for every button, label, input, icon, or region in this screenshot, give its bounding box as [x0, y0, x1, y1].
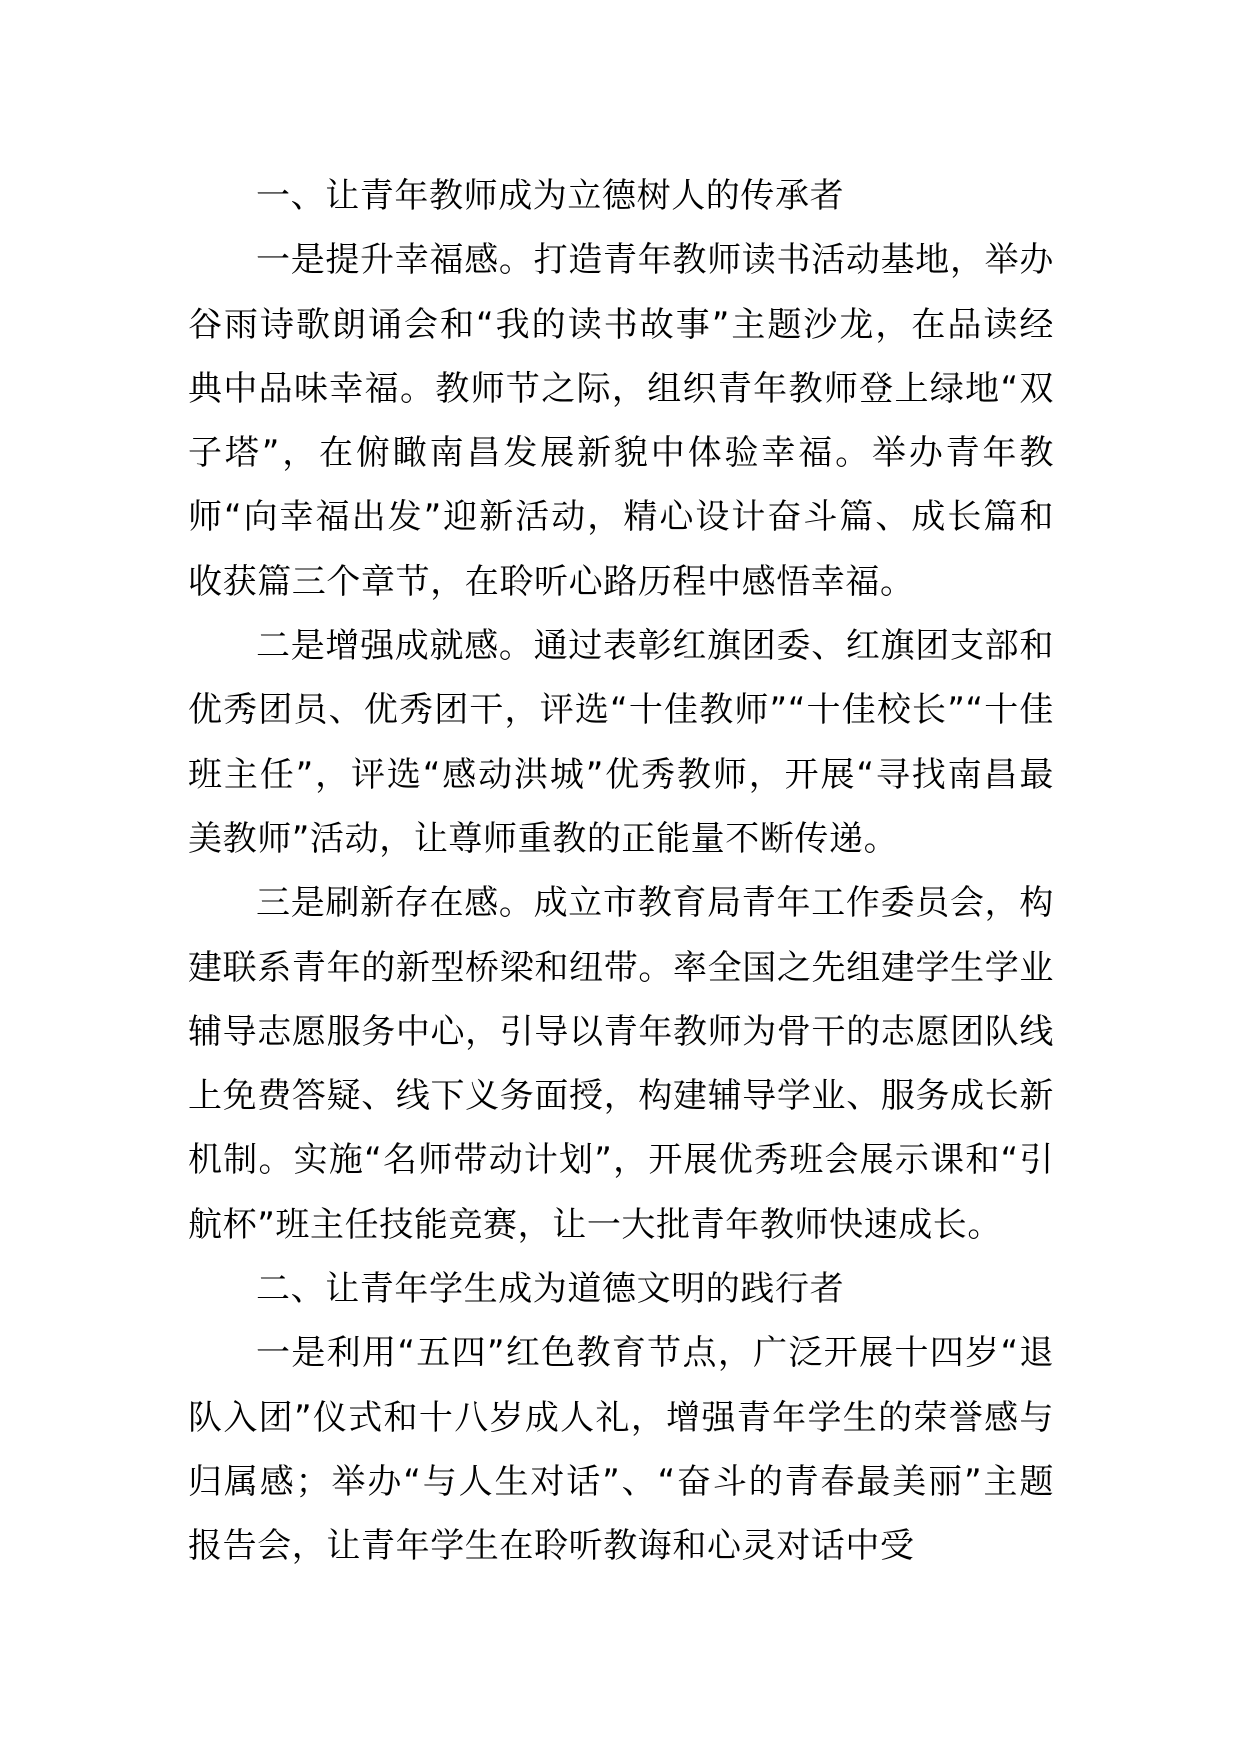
document-body: [188, 164, 1054, 1579]
paragraph-presence: 三是刷新存在感。成立市教育局青年工作委员会，构建联系青年的新型桥梁和纽带。率全国之先组建学生学业辅导志愿服务中心，引导以青年教师为骨干的志愿团队线上免费答疑、线下义务面授，构建辅导学业、服务成长新机制。实施“名师带动计划”，开展优秀班会展示课和“引航杯”班主任技能竞赛，让一大批青年教师快速成长。: [188, 883, 1054, 1245]
paragraph-happiness: 一是提升幸福感。打造青年教师读书活动基地，举办谷雨诗歌朗诵会和“我的读书故事”主题沙龙，在品读经典中品味幸福。教师节之际，组织青年教师登上绿地“双子塔”，在俯瞰南昌发展新貌中体验幸福。举办青年教师“向幸福出发”迎新活动，精心设计奋斗篇、成长篇和收获篇三个章节，在聆听心路历程中感悟幸福。: [188, 240, 1054, 602]
section-heading-1: 一、让青年教师成为立德树人的传承者: [256, 176, 845, 216]
paragraph-achievement: 二是增强成就感。通过表彰红旗团委、红旗团支部和优秀团员、优秀团干，评选“十佳教师”“十佳校长”“十佳班主任”，评选“感动洪城”优秀教师，开展“寻找南昌最美教师”活动，让尊师重教的正能量不断传递。: [188, 626, 1054, 859]
paragraph-red-education: 一是利用“五四”红色教育节点，广泛开展十四岁“退队入团”仪式和十八岁成人礼，增强青年学生的荣誉感与归属感；举办“与人生对话”、“奋斗的青春最美丽”主题报告会，让青年学生在聆听教诲和心灵对话中受: [188, 1333, 1054, 1567]
section-heading-2: 二、让青年学生成为道德文明的践行者: [256, 1269, 845, 1310]
